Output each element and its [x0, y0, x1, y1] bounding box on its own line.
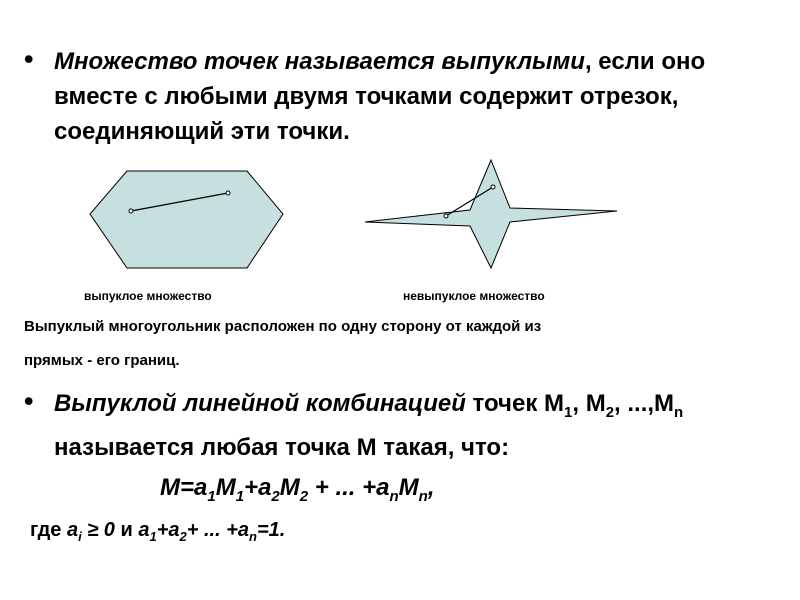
convex-point-b: [226, 191, 230, 195]
polygon-note-line-2: прямых - его границ.: [24, 352, 180, 369]
convex-caption: выпуклое множество: [84, 289, 212, 303]
nonconvex-point-b: [491, 185, 495, 189]
combination-term: Выпуклой линейной комбинацией: [54, 390, 466, 417]
definition-term: Множество точек называется выпуклыми: [54, 48, 585, 75]
combination-formula: $M=a_1M_1+a_2M_2$ + ... $+a_nM_n$,: [160, 474, 435, 505]
convex-combination-definition: Выпуклой линейной комбинацией точек $M_1$, $M_2$, $...,M_n$ называется любая точка M такая, что:: [54, 390, 684, 461]
nonconvex-star: [365, 160, 617, 268]
bullet-2: •: [24, 386, 34, 416]
polygon-note-line-1: Выпуклый многоугольник расположен по одну сторону от каждой из: [24, 318, 542, 335]
nonconvex-caption: невыпуклое множество: [403, 289, 545, 303]
convex-hexagon: [90, 171, 283, 268]
nonconvex-point-a: [444, 214, 448, 218]
coefficient-condition: где $a_i \ge 0$ и $a_1+a_2+$ ... $+a_n=1$.: [30, 519, 286, 544]
bullet-1: •: [24, 44, 34, 74]
convex-point-a: [129, 209, 133, 213]
definition-text: , если оно вместе с любыми двумя точками содержит отрезок, соединяющий эти точки.: [54, 48, 706, 145]
